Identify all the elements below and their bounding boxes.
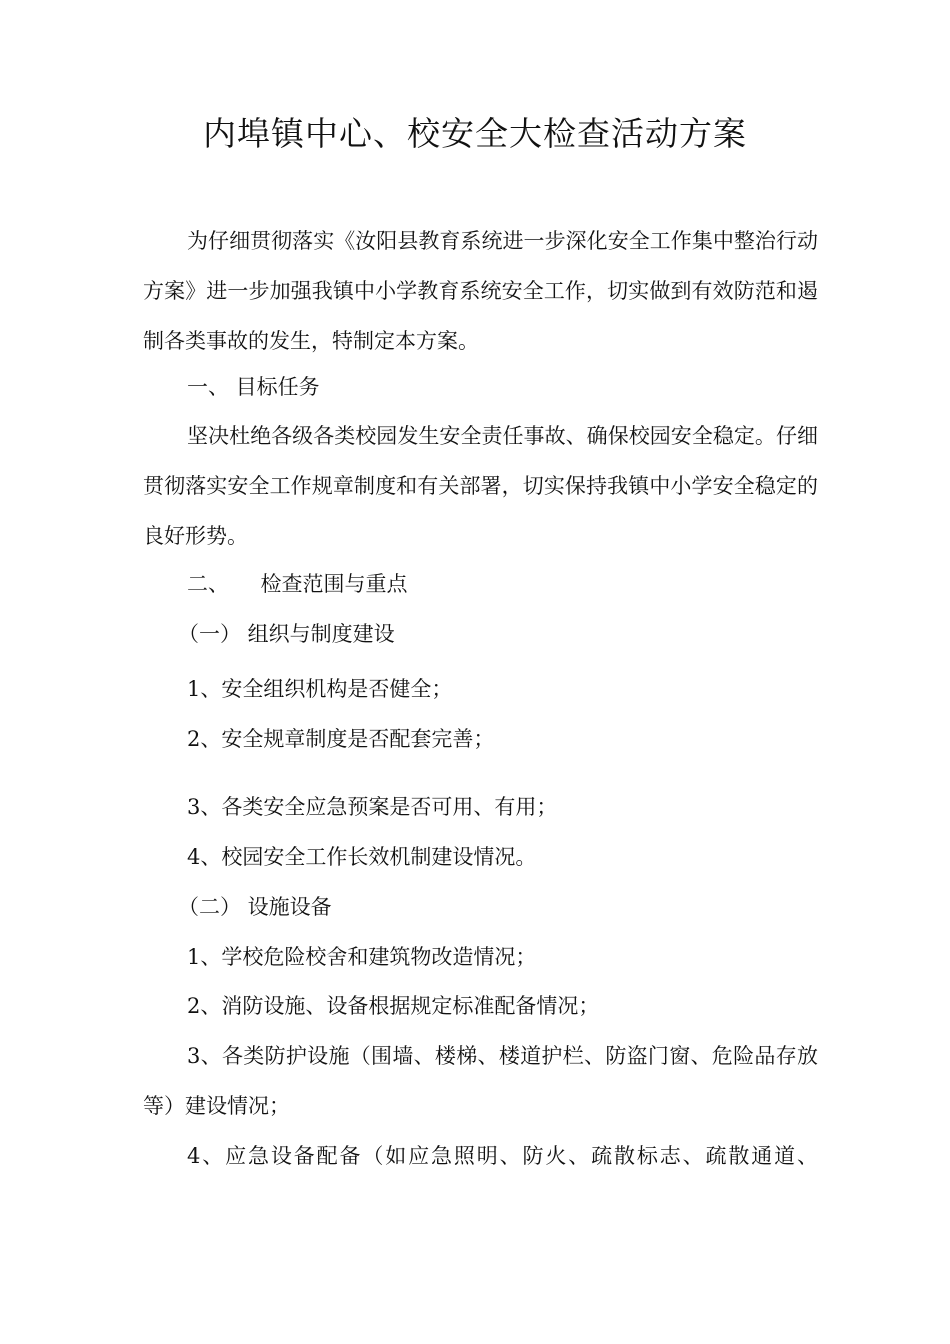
part-2-item-4: 4、应急设备配备（如应急照明、防火、疏散标志、疏散通道、 [187,1144,818,1168]
part-2-heading: （二） 设施设备 [178,895,332,919]
part-2-item-3: 3、各类防护设施（围墙、楼梯、楼道护栏、防盗门窗、危险品存放等）建设情况； [143,1044,818,1118]
part-1-item-4: 4、校园安全工作长效机制建设情况。 [187,845,537,869]
part-2-item-1: 1、学校危险校舍和建筑物改造情况； [187,945,537,969]
part-2-item-2: 2、消防设施、设备根据规定标准配备情况； [187,994,600,1018]
document-title: 内埠镇中心、校安全大检查活动方案 [203,114,747,153]
intro-paragraph: 为仔细贯彻落实《汝阳县教育系统进一步深化安全工作集中整治行动方案》进一步加强我镇中小学教育系统安全工作，切实做到有效防范和遏制各类事故的发生，特制定本方案。 [143,229,818,353]
part-1-item-3: 3、各类安全应急预案是否可用、有用； [187,795,558,819]
section-1-body: 坚决杜绝各级各类校园发生安全责任事故、确保校园安全稳定。仔细贯彻落实安全工作规章制度和有关部署，切实保持我镇中小学安全稳定的良好形势。 [143,424,818,548]
part-1-item-1: 1、安全组织机构是否健全； [187,677,453,701]
part-1-heading: （一） 组织与制度建设 [178,622,395,646]
section-1-heading: 一、 目标任务 [187,375,320,399]
part-1-item-2: 2、安全规章制度是否配套完善； [187,727,495,751]
section-2-heading: 二、 检查范围与重点 [187,572,408,596]
